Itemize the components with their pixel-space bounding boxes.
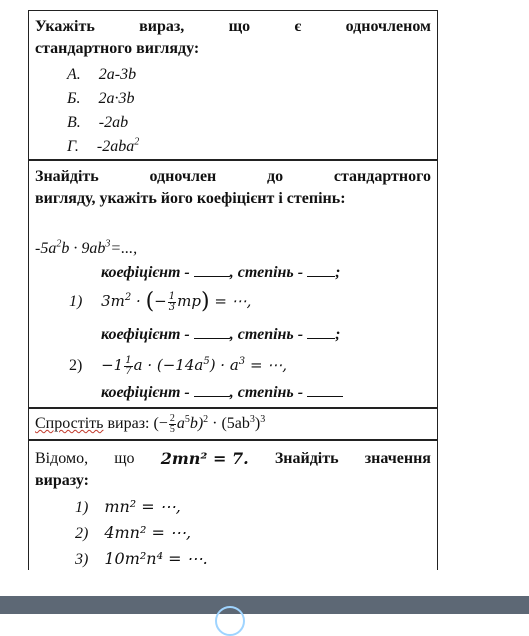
expr-part: · (5ab: [208, 415, 250, 433]
expr-part: ·: [131, 292, 146, 310]
option-label: Г.: [67, 138, 79, 155]
degree-blank[interactable]: [307, 264, 335, 277]
coef-label: коефіцієнт -: [101, 384, 190, 401]
example-2: [69, 355, 287, 377]
fraction: [124, 356, 132, 377]
numerator: 1: [168, 290, 176, 302]
taskbar-strip: [0, 596, 529, 614]
minus-sign: −: [154, 292, 167, 310]
exponent: 5: [184, 413, 190, 425]
task-1: [28, 10, 438, 160]
answer-line-1: [101, 325, 340, 345]
task-4-item-2: [75, 523, 191, 544]
task-4-line2: виразу:: [35, 472, 89, 489]
item-number: 1): [75, 499, 89, 516]
option-c: [67, 113, 128, 133]
word: Знайдіть: [35, 168, 99, 185]
item-number: 2): [75, 525, 89, 542]
circle-button[interactable]: [215, 606, 245, 636]
expr-part: b): [189, 415, 204, 433]
degree-blank[interactable]: [307, 326, 335, 339]
degree-label: , степінь -: [229, 384, 304, 401]
word: 2mn² = 7.: [160, 449, 249, 468]
expr-part: mp: [177, 292, 201, 310]
punct: ;: [335, 326, 341, 343]
degree-label: , степінь -: [229, 264, 304, 281]
item-number: 1): [69, 293, 83, 310]
task-3: [28, 408, 438, 440]
item-number: 2): [69, 357, 83, 374]
word: вираз,: [139, 18, 185, 35]
option-label: В.: [67, 114, 81, 131]
paren-open: (: [145, 289, 155, 314]
word: що: [114, 450, 135, 467]
example-1: [69, 291, 251, 313]
fraction: [169, 414, 176, 435]
task-1-question-line1: [35, 17, 431, 37]
option-b: [67, 89, 134, 109]
exponent: 2: [56, 238, 62, 250]
exponent: 5: [203, 356, 210, 367]
expr-part: ) · a: [209, 356, 239, 374]
paren-close: ): [200, 289, 210, 314]
exponent: 2: [203, 413, 209, 425]
task-4: [28, 440, 438, 570]
coef-blank[interactable]: [194, 264, 230, 277]
denominator: 5: [169, 424, 175, 435]
expr-part: ): [254, 415, 261, 433]
task-3-label2: вираз: (−: [103, 415, 168, 433]
expr-part: a · (−14a: [133, 356, 204, 374]
item-expr: 4mn² = ⋯,: [104, 523, 192, 542]
task-2-question-line1: [35, 167, 431, 187]
option-a: [67, 65, 136, 85]
exponent: 2: [134, 136, 140, 148]
exponent: 3: [238, 356, 246, 367]
word: Укажіть: [35, 18, 95, 35]
expr-part: b · 9ab: [61, 240, 106, 257]
task-4-line1: [35, 449, 431, 469]
task-2-question-line2: вигляду, укажіть його коефіцієнт і степінь:: [35, 190, 346, 207]
task-1-question-line2: стандартного вигляду:: [35, 40, 200, 57]
exponent: 2: [124, 292, 132, 303]
option-value: 2a·3b: [98, 90, 135, 107]
item-number: 3): [75, 551, 89, 568]
task-4-item-3: [75, 549, 208, 570]
word: одночлен: [149, 168, 217, 185]
task-3-label: Спростіть: [35, 415, 104, 433]
degree-blank[interactable]: [307, 384, 343, 397]
expr-part: =...,: [110, 240, 138, 257]
degree-label: , степінь -: [229, 326, 304, 343]
option-value: -2aba: [96, 138, 135, 155]
expr-part: = ⋯,: [245, 356, 288, 374]
item-expr: mn² = ⋯,: [104, 497, 181, 516]
coef-label: коефіцієнт -: [101, 326, 190, 343]
punct: ;: [335, 264, 341, 281]
expr-part: a: [176, 415, 185, 433]
option-value: -2ab: [98, 114, 129, 131]
word: до: [267, 168, 284, 185]
word: Знайдіть: [274, 450, 339, 467]
option-value: 2a-3b: [98, 66, 137, 83]
task-3-text: [35, 414, 265, 435]
coef-label: коефіцієнт -: [101, 264, 190, 281]
worksheet: [28, 10, 438, 570]
item-expr: 10m²n⁴ = ⋯.: [104, 549, 208, 568]
option-label: Б.: [67, 90, 81, 107]
task-4-item-1: [75, 497, 181, 518]
example-0: [35, 239, 137, 259]
coef-blank[interactable]: [194, 384, 230, 397]
denominator: 7: [125, 365, 132, 377]
option-label: А.: [67, 66, 81, 83]
word: стандартного: [333, 168, 431, 185]
numerator: 2: [169, 413, 175, 424]
task-2: [28, 160, 438, 408]
exponent: 3: [105, 238, 111, 250]
expr-part: -5a: [35, 240, 57, 257]
word: значення: [364, 450, 431, 467]
word: що: [228, 18, 251, 35]
expr-part: = ⋯,: [209, 292, 252, 310]
coef-blank[interactable]: [194, 326, 230, 339]
answer-line-2: [101, 383, 343, 403]
fraction: [168, 292, 176, 313]
exponent: 3: [249, 413, 255, 425]
numerator: 1: [125, 354, 132, 366]
expr-part: −1: [101, 356, 124, 374]
option-d: [67, 137, 139, 157]
denominator: 3: [168, 301, 176, 313]
expr-part: 3m: [101, 292, 125, 310]
answer-line-0: [101, 263, 340, 283]
word: Відомо,: [35, 450, 89, 467]
word: одночленом: [345, 18, 431, 35]
exponent: 3: [260, 413, 266, 425]
word: є: [294, 18, 302, 35]
